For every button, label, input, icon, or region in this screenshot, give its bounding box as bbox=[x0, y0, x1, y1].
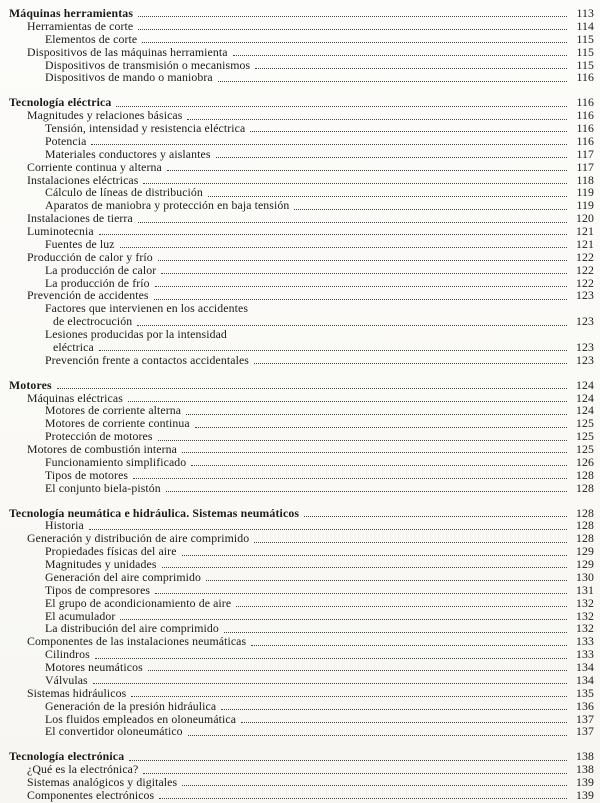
dot-leader bbox=[208, 196, 567, 197]
dot-leader bbox=[182, 785, 567, 786]
dot-leader bbox=[95, 658, 567, 659]
dot-leader bbox=[224, 632, 567, 633]
toc-entry-label: Dispositivos de transmisión o mecanismos bbox=[45, 57, 251, 72]
toc-entry-row bbox=[0, 238, 594, 251]
toc-page-number: 122 bbox=[576, 262, 594, 277]
toc-page-number: 129 bbox=[576, 557, 594, 571]
toc-entry-row bbox=[0, 558, 594, 571]
dot-leader bbox=[187, 119, 567, 120]
toc-entry-label: Potencia bbox=[45, 133, 87, 148]
dot-leader bbox=[158, 440, 567, 441]
toc-entry-label: Factores que intervienen en los accidentes bbox=[45, 301, 249, 316]
toc-page-number: 114 bbox=[576, 18, 594, 33]
toc-entry-row bbox=[0, 71, 594, 84]
toc-entry-row bbox=[0, 456, 594, 469]
toc-entry-label: La producción de calor bbox=[45, 262, 157, 277]
toc-entry-label: Sistemas hidráulicos bbox=[27, 685, 127, 700]
toc-page-number: 132 bbox=[576, 608, 594, 623]
dot-leader bbox=[233, 55, 567, 56]
toc-entry-label: Magnitudes y relaciones básicas bbox=[27, 108, 183, 123]
toc-page-number: 116 bbox=[576, 70, 594, 85]
dot-leader bbox=[162, 567, 567, 568]
toc-entry-label: ¿Qué es la electrónica? bbox=[27, 762, 139, 777]
dot-leader bbox=[166, 491, 567, 492]
dot-leader bbox=[182, 452, 567, 453]
toc-entry-row bbox=[0, 225, 594, 238]
toc-section bbox=[0, 750, 594, 802]
toc-page-number: 120 bbox=[576, 211, 594, 226]
toc-page-number: 123 bbox=[576, 288, 594, 303]
dot-leader bbox=[155, 286, 567, 287]
toc-entry-row bbox=[0, 597, 594, 610]
toc-entry-label: Generación y distribución de aire comprimido bbox=[27, 531, 250, 546]
dot-leader bbox=[120, 619, 567, 620]
dot-leader bbox=[89, 529, 567, 530]
toc-entry-row bbox=[0, 161, 594, 174]
dot-leader bbox=[161, 273, 567, 274]
toc-entry-row bbox=[0, 700, 594, 713]
toc-page-number: 136 bbox=[576, 698, 594, 713]
toc-entry-row bbox=[0, 776, 594, 789]
toc-section-title: Máquinas herramientas bbox=[9, 6, 134, 20]
toc-page-number: 134 bbox=[576, 672, 594, 687]
toc-entry-row bbox=[0, 20, 594, 33]
dot-leader bbox=[186, 414, 567, 415]
toc-entry-label: Válvulas bbox=[45, 672, 88, 687]
dot-leader bbox=[138, 16, 567, 17]
dot-leader bbox=[236, 606, 567, 607]
toc-entry-row bbox=[0, 661, 594, 674]
toc-entry-label: El grupo de acondicionamiento de aire bbox=[45, 595, 232, 610]
toc-page-number: 129 bbox=[576, 544, 594, 559]
toc-page-number: 123 bbox=[576, 314, 594, 329]
dot-leader bbox=[129, 760, 567, 761]
toc-section bbox=[0, 379, 594, 495]
toc-page-number: 132 bbox=[576, 621, 594, 636]
toc-page-number: 139 bbox=[576, 787, 594, 802]
toc-section-title: Tecnología neumática e hidráulica. Sistemas neumáticos bbox=[9, 505, 300, 520]
toc-page-number: 116 bbox=[576, 121, 594, 135]
toc-entry-row bbox=[0, 674, 594, 687]
toc-entry-label: Propiedades físicas del aire bbox=[45, 544, 177, 559]
dot-leader bbox=[99, 350, 567, 351]
toc-entry-row bbox=[0, 264, 594, 277]
toc-entry-label: Fuentes de luz bbox=[45, 236, 115, 251]
toc-entry-label: Cilindros bbox=[45, 647, 90, 662]
toc-entry-label: Motores neumáticos bbox=[45, 660, 143, 674]
toc-page-number: 117 bbox=[576, 159, 594, 174]
dot-leader bbox=[255, 68, 567, 69]
toc-entry-row bbox=[0, 571, 594, 584]
dot-leader bbox=[221, 709, 567, 710]
toc-page-number: 130 bbox=[576, 569, 594, 584]
toc-page-number: 123 bbox=[576, 339, 594, 354]
toc-entry-label: Funcionamiento simplificado bbox=[45, 454, 187, 469]
toc-entry-label: Producción de calor y frío bbox=[27, 249, 153, 264]
dot-leader bbox=[158, 260, 567, 261]
dot-leader bbox=[148, 670, 567, 671]
toc-section-title-row bbox=[0, 7, 594, 20]
toc-entry-label: Historia bbox=[45, 518, 84, 533]
toc-entry-label: Componentes electrónicos bbox=[27, 787, 155, 802]
toc-section bbox=[0, 7, 594, 84]
toc-entry-label: Lesiones producidas por la intensidad bbox=[45, 327, 227, 341]
toc-entry-label: Instalaciones de tierra bbox=[27, 211, 133, 226]
toc-entry-label: El acumulador bbox=[45, 608, 116, 623]
dot-leader bbox=[116, 106, 567, 107]
toc-page-number: 119 bbox=[576, 185, 594, 200]
toc-entry-label: Motores de corriente continua bbox=[45, 416, 190, 431]
dot-leader bbox=[167, 170, 567, 171]
toc-entry-label: Tensión, intensidad y resistencia eléctrica bbox=[45, 121, 246, 135]
dot-leader bbox=[195, 427, 567, 428]
toc-section-title: Motores bbox=[9, 377, 52, 392]
toc-page-number: 128 bbox=[576, 505, 594, 520]
toc-entry-label: Magnitudes y unidades bbox=[45, 557, 157, 571]
toc-entry-label: Motores de corriente alterna bbox=[45, 403, 182, 418]
toc-page-number: 124 bbox=[576, 403, 594, 418]
toc-entry-row bbox=[0, 148, 594, 161]
dot-leader bbox=[137, 325, 567, 326]
dot-leader bbox=[143, 773, 567, 774]
toc-page-number: 121 bbox=[576, 236, 594, 251]
toc-entry-row bbox=[0, 725, 594, 738]
dot-leader bbox=[159, 798, 567, 799]
toc-section bbox=[0, 507, 594, 739]
toc-section-title: Tecnología electrónica bbox=[9, 749, 125, 764]
dot-leader bbox=[131, 696, 567, 697]
dot-leader bbox=[191, 465, 567, 466]
toc-section-title-row bbox=[0, 379, 594, 392]
toc-entry-row bbox=[0, 135, 594, 148]
toc-section-title: Tecnología eléctrica bbox=[9, 95, 112, 110]
toc-page-number: 116 bbox=[576, 133, 594, 148]
dot-leader bbox=[133, 478, 567, 479]
toc-entry-label: Los fluidos empleados en oloneumática bbox=[45, 711, 237, 726]
toc-page-number: 133 bbox=[576, 647, 594, 662]
toc-entry-label: Dispositivos de las máquinas herramienta bbox=[27, 44, 228, 59]
toc-page-number: 128 bbox=[576, 518, 594, 533]
toc-entry-label: Motores de combustión interna bbox=[27, 442, 178, 456]
toc-entry-label: Materiales conductores y aislantes bbox=[45, 146, 211, 161]
toc-page-number: 122 bbox=[576, 249, 594, 264]
toc-entry-row bbox=[0, 789, 594, 802]
dot-leader bbox=[99, 234, 567, 235]
dot-leader bbox=[91, 144, 567, 145]
toc-page-number: 121 bbox=[576, 224, 594, 238]
toc-page-number: 119 bbox=[576, 198, 594, 213]
toc-page-number: 122 bbox=[576, 275, 594, 290]
toc-entry-label: Prevención frente a contactos accidentales bbox=[45, 352, 249, 367]
toc-section-title-row bbox=[0, 507, 594, 520]
dot-leader bbox=[143, 183, 567, 184]
toc-entry-label: El convertidor oloneumático bbox=[45, 724, 183, 739]
toc-entry-label: Cálculo de líneas de distribución bbox=[45, 185, 203, 200]
dot-leader bbox=[182, 555, 567, 556]
toc-section bbox=[0, 96, 594, 366]
dot-leader bbox=[138, 29, 567, 30]
dot-leader bbox=[93, 683, 567, 684]
toc-page-number: 116 bbox=[576, 95, 594, 110]
toc-entry-row bbox=[0, 328, 594, 341]
toc-entry-label: El conjunto biela-pistón bbox=[45, 480, 161, 495]
dot-leader bbox=[120, 247, 567, 248]
toc-entry-label: Generación del aire comprimido bbox=[45, 569, 201, 584]
toc-entry-label: eléctrica bbox=[53, 339, 94, 354]
toc-page-number: 131 bbox=[576, 582, 594, 597]
toc-page-number: 126 bbox=[576, 454, 594, 469]
toc-entry-row bbox=[0, 33, 594, 46]
toc-entry-label: Generación de la presión hidráulica bbox=[45, 698, 217, 713]
toc-page-number: 128 bbox=[576, 467, 594, 482]
dot-leader bbox=[250, 131, 567, 132]
dot-leader bbox=[216, 157, 567, 158]
toc-entry-label: Dispositivos de mando o maniobra bbox=[45, 70, 213, 85]
toc-page-number: 135 bbox=[576, 685, 594, 700]
toc-entry-label: Luminotecnia bbox=[27, 224, 94, 238]
toc-entry-label: Tipos de motores bbox=[45, 467, 129, 482]
toc-page-number: 118 bbox=[576, 172, 594, 187]
toc-entry-label: Elementos de corte bbox=[45, 31, 138, 46]
dot-leader bbox=[254, 542, 567, 543]
toc-page-number: 137 bbox=[576, 724, 594, 739]
toc-entry-label: Corriente continua y alterna bbox=[27, 159, 162, 174]
toc-page-number: 137 bbox=[576, 711, 594, 726]
toc-page-number: 115 bbox=[576, 57, 594, 72]
toc-entry-row bbox=[0, 251, 594, 264]
toc-entry-label: de electrocución bbox=[53, 314, 133, 329]
toc-entry-label: Aparatos de maniobra y protección en baja tensión bbox=[45, 198, 290, 213]
dot-leader bbox=[241, 722, 567, 723]
toc-page-number: 124 bbox=[576, 377, 594, 392]
dot-leader bbox=[128, 401, 567, 402]
toc-entry-label: Prevención de accidentes bbox=[27, 288, 149, 303]
toc-page-number: 128 bbox=[576, 480, 594, 495]
toc-page-number: 124 bbox=[576, 390, 594, 405]
toc-entry-label: Componentes de las instalaciones neumáticas bbox=[27, 634, 247, 649]
dot-leader bbox=[206, 580, 567, 581]
toc-entry-label: Máquinas eléctricas bbox=[27, 390, 123, 405]
toc-page-number: 132 bbox=[576, 595, 594, 610]
dot-leader bbox=[155, 593, 567, 594]
toc-page-number: 117 bbox=[576, 146, 594, 161]
dot-leader bbox=[142, 42, 567, 43]
dot-leader bbox=[57, 388, 567, 389]
toc-entry-label: Tipos de compresores bbox=[45, 582, 151, 597]
toc-page-number: 128 bbox=[576, 531, 594, 546]
toc-entry-row bbox=[0, 687, 594, 700]
toc-entry-label: Sistemas analógicos y digitales bbox=[27, 775, 178, 789]
toc bbox=[0, 7, 594, 802]
toc-entry-label: La producción de frío bbox=[45, 275, 150, 290]
toc-page-number: 138 bbox=[576, 762, 594, 777]
toc-page-number: 138 bbox=[576, 749, 594, 764]
toc-page-number: 115 bbox=[576, 44, 594, 59]
dot-leader bbox=[188, 735, 567, 736]
dot-leader bbox=[251, 645, 567, 646]
toc-page-number: 125 bbox=[576, 416, 594, 431]
toc-page-number: 116 bbox=[576, 108, 594, 123]
dot-leader bbox=[254, 363, 567, 364]
toc-entry-label: Protección de motores bbox=[45, 429, 153, 444]
toc-page-number: 125 bbox=[576, 429, 594, 444]
toc-entry-row bbox=[0, 122, 594, 135]
toc-entry-row bbox=[0, 469, 594, 482]
toc-page-number: 113 bbox=[576, 6, 594, 20]
toc-entry-label: La distribución del aire comprimido bbox=[45, 621, 219, 636]
toc-entry-row bbox=[0, 341, 594, 354]
toc-entry-row bbox=[0, 443, 594, 456]
toc-entry-label: Herramientas de corte bbox=[27, 18, 134, 33]
toc-entry-row bbox=[0, 584, 594, 597]
toc-entry-row bbox=[0, 46, 594, 59]
toc-page-number: 125 bbox=[576, 442, 594, 456]
toc-entry-row bbox=[0, 482, 594, 495]
dot-leader bbox=[218, 81, 567, 82]
toc-page-number: 115 bbox=[576, 31, 594, 46]
dot-leader bbox=[304, 516, 567, 517]
dot-leader bbox=[294, 209, 567, 210]
toc-page-number: 133 bbox=[576, 634, 594, 649]
toc-entry-row bbox=[0, 354, 594, 367]
toc-page-number: 134 bbox=[576, 660, 594, 674]
dot-leader bbox=[138, 222, 567, 223]
toc-page-number: 123 bbox=[576, 352, 594, 367]
toc-page-number: 139 bbox=[576, 775, 594, 789]
toc-entry-label: Instalaciones eléctricas bbox=[27, 172, 139, 187]
dot-leader bbox=[154, 299, 567, 300]
